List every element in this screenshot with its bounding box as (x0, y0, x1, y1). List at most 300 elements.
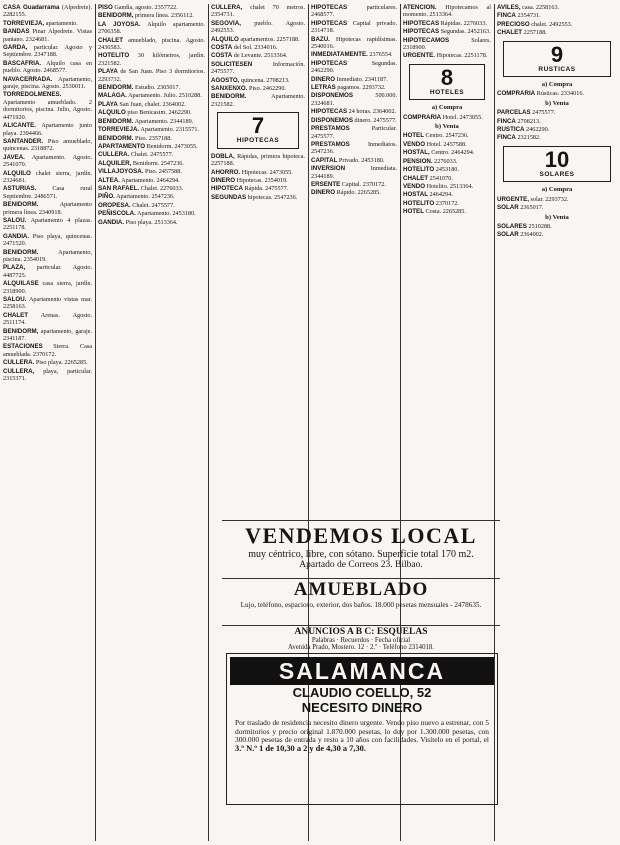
ad-text: Apartamento. 2321582. (211, 93, 305, 108)
ad-keyword: PLAYA (98, 100, 118, 108)
classified-column-6 (497, 4, 617, 841)
ad-keyword: MALAGA. (98, 92, 127, 100)
ad-text: Apartamento. 2453180. (135, 210, 196, 218)
ad-keyword: LETRAS (311, 84, 336, 92)
ad-text: Hotel. 2457588. (425, 140, 467, 148)
classified-ad (497, 29, 617, 36)
classified-ad (98, 21, 205, 36)
ad-keyword: HIPOTECAMOS (403, 36, 450, 44)
ad-text: quincena. 2708213. (239, 76, 290, 84)
section-title: SOLARES (539, 170, 575, 178)
classified-ad (311, 60, 397, 75)
ad-text: 2370172. (434, 199, 459, 207)
ad-text: 500.000. 2324681. (311, 92, 397, 107)
ad-keyword: GANDIA. (98, 218, 125, 226)
classified-ad (403, 52, 491, 59)
classified-ad (3, 122, 92, 137)
ad-text: Apartamento. Agosto. 2541070. (3, 153, 92, 169)
ad-text: casa. 2258163. (520, 4, 560, 11)
ad-text: pueblo. Agosto. 2492553. (211, 19, 305, 35)
ad-keyword: DOBLA, (211, 152, 235, 160)
ad-text: Centro. 2464294. (429, 149, 475, 157)
ad-keyword: OROPESA. (98, 201, 131, 209)
classified-ad (497, 126, 617, 133)
ad-keyword: SALOU. (3, 296, 27, 304)
classified-ad (497, 223, 617, 230)
classified-column-4 (311, 4, 397, 515)
ad-text: (Alpedrete). 2282155. (3, 4, 92, 19)
ad-keyword: CULLERA, (3, 367, 35, 375)
classified-ad (211, 61, 305, 76)
ad-keyword: SOLAR (497, 204, 519, 212)
classified-ad (3, 138, 92, 153)
section-title: HOTELES (429, 88, 465, 96)
ad-keyword: CULLERA. (98, 151, 130, 159)
classified-ad (497, 109, 617, 116)
classified-ad (497, 134, 617, 141)
classified-ad (403, 158, 491, 165)
ad-text: Hotelito. 2513364. (425, 182, 474, 190)
ad-text: amueblado, piscina. Agosto. 2436583. (98, 36, 205, 52)
classified-ad (211, 85, 305, 92)
ad-text: Gandía, agosto. 2357722. (112, 4, 178, 11)
ad-salamanca-address: CLAUDIO COELLO, 52 (292, 685, 432, 700)
ad-keyword: BASCAFRIA. (3, 59, 42, 67)
ad-keyword: HIPOTECAS (311, 4, 348, 11)
ad-text: 2257188. (522, 29, 547, 37)
ad-abc-line3: Avenida Prado, Mostero. 12 · 2.º · Teléfono 2314018. (288, 644, 434, 651)
classified-ad (497, 12, 617, 19)
classified-ad (98, 84, 205, 91)
classified-ad (3, 233, 92, 248)
ad-text: Chalet. 2475577. (129, 151, 174, 159)
ad-keyword: TORREVIEJA. (98, 126, 140, 134)
classified-ad (311, 141, 397, 156)
classified-ad (98, 4, 205, 11)
ad-text: Rápidas. 2276033. (439, 19, 487, 27)
ad-keyword: BANDAS (3, 28, 30, 36)
classified-ad (98, 126, 205, 133)
ad-keyword: BENIDORM, (3, 327, 39, 335)
ad-keyword: PENSION. (403, 157, 433, 165)
ad-keyword: PIÑO. (98, 193, 115, 201)
ad-keyword: BENIDORM. (98, 134, 134, 142)
classified-ad (403, 132, 491, 139)
classified-ad (98, 52, 205, 67)
ad-keyword: AGOSTO, (211, 76, 240, 84)
ad-keyword: PRECIOSO (497, 20, 530, 28)
ad-keyword: TORREVIEJA, (3, 19, 45, 27)
ad-keyword: SEGOVIA, (211, 19, 241, 27)
ad-keyword: ALICANTE. (3, 122, 36, 130)
classified-ad (3, 91, 92, 121)
ad-text: Apartamento, garaje, piscina. Agosto. 2530011. (3, 75, 92, 91)
ad-text: Arenas. Agosto. 2511174. (3, 311, 92, 327)
ad-text: Segundas. 2462290. (311, 59, 397, 75)
classified-ad (497, 118, 617, 125)
classified-ad (3, 217, 92, 232)
classified-ad (211, 4, 305, 19)
ad-text: Sierra. Casa amueblada. 2370172. (3, 343, 92, 358)
ad-text: 24 horas. 2364002. (347, 108, 397, 116)
ad-keyword: INVERSION (311, 165, 346, 173)
classified-ad (3, 76, 92, 91)
ad-text: 2364002. (518, 231, 544, 239)
ad-local-line4: Apartado de Correos 23. Bilbao. (299, 560, 423, 570)
ad-keyword: DISPONEMOS (311, 92, 353, 100)
ad-keyword: PISO (98, 4, 113, 11)
ad-keyword: COSTA (211, 44, 233, 52)
ad-keyword: HOTELITO (403, 199, 435, 207)
ad-text: Piso playa. 2513364. (124, 218, 178, 226)
ad-text: Piso amueblado, quincenas. 2318872. (3, 137, 92, 153)
classified-ad (98, 202, 205, 209)
classified-column-3 (211, 4, 305, 515)
classified-ad (311, 108, 397, 115)
ad-text: Apartamento. 2315571. (139, 126, 199, 134)
classified-ad (497, 204, 617, 211)
ad-text: pagamos. 2293732. (335, 84, 386, 92)
classified-ad (98, 177, 205, 184)
ad-text: 2321582. (515, 134, 541, 142)
subsection-label: b) Venta (545, 99, 569, 107)
classified-ad (98, 92, 205, 99)
classified-ad (211, 36, 305, 43)
ad-keyword: CULLERA, (211, 4, 243, 11)
ad-text: Rústicas. 2334016. (535, 90, 584, 98)
ad-keyword: PLAYA (98, 68, 118, 76)
ad-keyword: ESTACIONES (3, 343, 43, 351)
section-title: HIPOTECAS (236, 137, 280, 145)
classified-ad (403, 208, 491, 215)
ad-text: Apartamento. 2547236. (114, 193, 175, 201)
ad-keyword: ALQUILER, (98, 159, 132, 167)
ad-text: playa, particular. 2315371. (3, 367, 92, 383)
ad-keyword: ATENCION. (403, 4, 437, 11)
ad-keyword: BENIDORM. (98, 84, 134, 92)
classified-ad (3, 154, 92, 169)
classified-ad (403, 20, 491, 27)
classified-ad (98, 118, 205, 125)
ad-amueblado-text: Lujo, teléfono, espacioso, exterior, dos baños. 18.000 pesetas mensuales - 2478635. (240, 601, 482, 609)
ad-vendemos-local (222, 520, 500, 570)
classified-ad (403, 28, 491, 35)
ad-text: Inmediata. 2344189. (311, 165, 397, 180)
ad-text: 30 kilómetros, jardín. 2321582. (98, 52, 205, 67)
ad-text: Información. 2475577. (211, 60, 305, 76)
ad-text: 2276033. (432, 157, 458, 165)
ad-text: 2376554. (367, 51, 393, 59)
ad-local-line3: Superficie total 170 m2. (377, 549, 474, 560)
ad-text: 2541070. (428, 174, 453, 182)
ad-keyword: ALQUILO (98, 109, 126, 117)
classified-ad (497, 231, 617, 238)
ad-keyword: DINERO (311, 75, 336, 83)
classified-ad (211, 185, 305, 192)
classified-ad (211, 77, 305, 84)
ad-keyword: COMPRARIA (403, 113, 442, 121)
classified-ad (311, 20, 397, 35)
classified-ad (311, 51, 397, 58)
ad-abc-esquelas (222, 625, 500, 651)
ad-keyword: SOLICITESEN (211, 60, 253, 68)
ad-keyword: DINERO (311, 189, 336, 197)
ad-text: de San Juan. Piso 3 dormitorios. 2293732. (98, 68, 205, 83)
classified-column-2 (98, 4, 205, 515)
classified-ad (3, 368, 92, 383)
ad-salamanca-band: SALAMANCA (230, 657, 494, 685)
ad-text: Inmediatos. 2547236. (311, 140, 397, 156)
ad-text: 2510288. (526, 222, 552, 230)
ad-text: 2475577. (530, 109, 556, 117)
ad-text: chalet. 2492553. (529, 20, 573, 28)
ad-keyword: HOTELITO (98, 52, 130, 60)
ad-text: Apartamento amueblado. 2 dormitorios, piscina. Julio, Agosto. 4471920. (3, 98, 92, 121)
ad-keyword: HIPOTECAS (311, 59, 348, 67)
ad-text: piso Benicasim. 2462290. (125, 109, 192, 117)
ad-keyword: GANDIA. (3, 232, 30, 240)
section-number: 7 (251, 113, 265, 139)
ad-keyword: BENIDORM. (211, 93, 247, 101)
ad-text: Benidorm. 2473055. (145, 142, 198, 150)
ad-text: Piso playa. 2265285. (34, 359, 88, 367)
ad-keyword: BENIDORM. (3, 201, 39, 209)
classified-ad (311, 76, 397, 83)
section-header (409, 64, 485, 100)
ad-text: Alquilo casa en pueblo. Agosto. 2468577. (3, 59, 92, 75)
classified-ad (497, 196, 617, 203)
classified-ad (98, 151, 205, 158)
ad-keyword: SANXENXO. (211, 85, 248, 93)
ad-text: Rápidas, primera hipoteca. 2257188. (211, 152, 305, 168)
ad-text: Rápido. 2265285. (335, 189, 381, 197)
classified-ad (311, 36, 397, 51)
classified-ad (211, 52, 305, 59)
column-rule (208, 4, 209, 841)
classified-ad (3, 264, 92, 279)
ad-text: Capital privado. 2314718. (311, 19, 397, 35)
classified-ad (311, 165, 397, 180)
classified-ad (311, 4, 397, 19)
subsection-label: b) Venta (545, 213, 569, 221)
ad-text: Pinar Alpedrete. Vistas pantano. 2324681. (3, 28, 92, 43)
ad-keyword: FINCA (497, 134, 516, 142)
ad-abc-line2: Palabras · Recuerdos · Fecha oficial (311, 637, 411, 644)
classified-ad (98, 193, 205, 200)
classified-ad (311, 117, 397, 124)
classified-ad (3, 60, 92, 75)
ad-local-headline: VENDEMOS LOCAL (245, 523, 477, 548)
classified-ad (3, 296, 92, 311)
classified-ad (3, 280, 92, 295)
classified-ad (497, 4, 617, 11)
ad-keyword: RUSTICA (497, 126, 525, 134)
classified-ad (403, 149, 491, 156)
ad-keyword: URGENTE, (497, 195, 529, 203)
classified-ad (403, 4, 491, 19)
ad-keyword: BENIDORM. (98, 117, 134, 125)
ad-keyword: PRESTAMOS (311, 140, 350, 148)
ad-amueblado-headline: AMUEBLADO (293, 579, 429, 600)
ad-keyword: ERSENTE (311, 180, 341, 188)
classified-ad (98, 101, 205, 108)
ad-local-line2: muy céntrico, libre, con sótano. (248, 549, 375, 560)
classified-ad (211, 169, 305, 176)
ad-keyword: HOTELITO (403, 166, 435, 174)
ad-keyword: HOTEL (403, 132, 424, 140)
classified-ad (211, 153, 305, 168)
classified-ad (98, 219, 205, 226)
ad-text: Hipotecamos al momento. 2513364. (403, 4, 491, 19)
ad-amueblado (222, 578, 500, 609)
ad-keyword: PARCELAS (497, 109, 531, 117)
ad-text: Particular. 2475577. (311, 125, 397, 140)
ad-text: San Juan, chalet. 2364002. (117, 100, 186, 108)
ad-text: Segundas. 2452163. (439, 28, 491, 36)
ad-text: Inmediato. 2341187. (335, 75, 388, 83)
ad-keyword: CAPITAL (311, 156, 338, 164)
ad-text: primera línea. 2356112. (133, 12, 194, 20)
ad-keyword: PRESTAMOS (311, 125, 350, 133)
classified-ad (403, 183, 491, 190)
ad-keyword: CULLERA. (3, 359, 35, 367)
classified-ad (3, 185, 92, 200)
ad-keyword: HIPOTECAS (311, 108, 348, 116)
ad-text: Piso playa, quincenas. 2471520. (3, 232, 92, 248)
ad-keyword: HIPOTECA (211, 185, 243, 193)
ad-keyword: ALTEA. (98, 176, 120, 184)
ad-keyword: SOLARES (497, 222, 527, 230)
classified-ad (98, 68, 205, 83)
ad-text: solar. 2293732. (528, 195, 569, 203)
ad-text: del Sol. 2334016. (232, 44, 278, 52)
classified-ad (3, 20, 92, 27)
ad-keyword: TORREDOLMENES. (3, 91, 62, 99)
ad-text: Capital. 2370172. (340, 180, 386, 188)
ad-text: Hipotecas. 2473055. (240, 168, 293, 176)
ad-keyword: SALOU. (3, 216, 27, 224)
ad-keyword: HOTEL (403, 208, 424, 216)
ad-text: Piso. 2357188. (133, 134, 172, 142)
ad-text: Piso. 2457588. (143, 168, 182, 176)
ad-text: Alquilo apartamento. 2706358. (98, 20, 205, 36)
ad-keyword: FINCA (497, 12, 516, 20)
ad-keyword: AVILES, (497, 4, 521, 11)
ad-text: particulares. 2468577. (311, 4, 397, 19)
ad-text: Costa. 2265285. (423, 208, 466, 216)
ad-text: Apartamento, piscina. 2354019. (3, 248, 92, 263)
ad-keyword: DISPONEMOS (311, 116, 353, 124)
ad-text: casa sierra, jardín. 2318900. (3, 280, 92, 295)
ad-text: 2462290. (524, 126, 550, 134)
classified-ad (98, 160, 205, 167)
ad-text: Privado. 2453180. (337, 156, 385, 164)
ad-keyword: SEGUNDAS (211, 193, 247, 201)
ad-salamanca-headline: NECESITO DINERO (301, 700, 423, 715)
classified-ad (311, 92, 397, 107)
classified-ad (403, 37, 491, 52)
ad-keyword: AHORRO. (211, 168, 241, 176)
ad-keyword: URGENTE. (403, 52, 435, 60)
classified-ad (3, 312, 92, 327)
ad-keyword: PLAZA, (3, 264, 26, 272)
ad-text: Apartamento primera línea. 2340918. (3, 201, 92, 216)
ad-text: apartamento. (44, 19, 78, 27)
ad-text: particular. Agosto. 4487725. (3, 264, 92, 279)
ad-keyword: LA JOYOSA. (98, 20, 141, 28)
classified-ad (211, 44, 305, 51)
ad-text: chalet 70 metros. 2354731. (211, 4, 305, 19)
ad-keyword: PEÑISCOLA. (98, 210, 136, 218)
ad-text: Hipotecas. 2251178. (434, 52, 488, 60)
ad-text: Piso. 2462290. (247, 85, 286, 93)
ad-salamanca-hours: 3.º N.º 1 de 10,30 a 2 y de 4,30 a 7,30. (235, 743, 366, 753)
classified-ad (3, 28, 92, 43)
ad-keyword: BAZU. (311, 35, 330, 43)
ad-keyword: SOLAR (497, 231, 519, 239)
ad-keyword: ALQUILO (211, 35, 239, 43)
classified-column-1 (3, 4, 92, 841)
ad-text: Apartamento. Julio. 2510288. (126, 92, 202, 100)
ad-keyword: COSTA (211, 52, 233, 60)
classified-ad (311, 84, 397, 91)
ad-text: particular. Agosto y Septiembre. 2347188. (3, 44, 92, 59)
ad-keyword: ASTURIAS. (3, 185, 37, 193)
section-header (217, 112, 299, 148)
ad-keyword: SAN RAFAEL. (98, 184, 140, 192)
classified-ad (3, 328, 92, 343)
column-rule (95, 4, 96, 841)
ad-text: 2708213. (515, 117, 541, 125)
classified-ad (3, 44, 92, 59)
ad-keyword: VILLAJOYOSA. (98, 168, 144, 176)
classified-ad (3, 4, 92, 19)
ad-text: Solares. 2318900. (403, 36, 491, 52)
ad-keyword: NAVACERRADA. (3, 75, 53, 83)
ad-abc-title: ANUNCIOS A B C: ESQUELAS (294, 627, 428, 637)
classified-ad (98, 168, 205, 175)
ad-keyword: DINERO (211, 176, 236, 184)
classified-ad (497, 90, 617, 97)
ad-text: Apartamento vistas mar. 2258163. (3, 296, 92, 311)
ad-keyword: HIPOTECAS (403, 19, 440, 27)
ad-keyword: HIPOTECAS (311, 19, 348, 27)
classified-ad (211, 20, 305, 35)
ad-keyword: ALQUILO (3, 169, 31, 177)
ad-text: Apartamento 4 plazas. 2251178. (3, 216, 92, 232)
ad-text: Apartamento junto playa. 2394466. (3, 122, 92, 137)
subsection-label: b) Venta (435, 123, 459, 131)
classified-ad (98, 12, 205, 19)
ad-keyword: CHALET (497, 29, 523, 37)
ad-salamanca (226, 653, 498, 805)
ad-text: chalet sierra, jardín. 2324681. (3, 169, 92, 184)
ad-text: Hipotecas rapidísimas. 2540016. (311, 35, 397, 51)
ad-text: Benidorm. 2547236. (131, 159, 184, 167)
section-number: 9 (550, 41, 564, 67)
ad-text: Hotel. 2473055. (441, 113, 483, 121)
ad-keyword: SANTANDER. (3, 137, 44, 145)
ad-keyword: JAVEA. (3, 153, 25, 161)
classified-ad (311, 125, 397, 140)
ad-keyword: CASA Guadarrama (3, 4, 60, 11)
classified-ad (3, 170, 92, 185)
subsection-label: a) Compra (431, 104, 463, 112)
section-number: 10 (544, 146, 570, 172)
ad-keyword: HOSTAL (403, 191, 428, 199)
section-header (503, 146, 611, 182)
classified-ad (3, 343, 92, 358)
